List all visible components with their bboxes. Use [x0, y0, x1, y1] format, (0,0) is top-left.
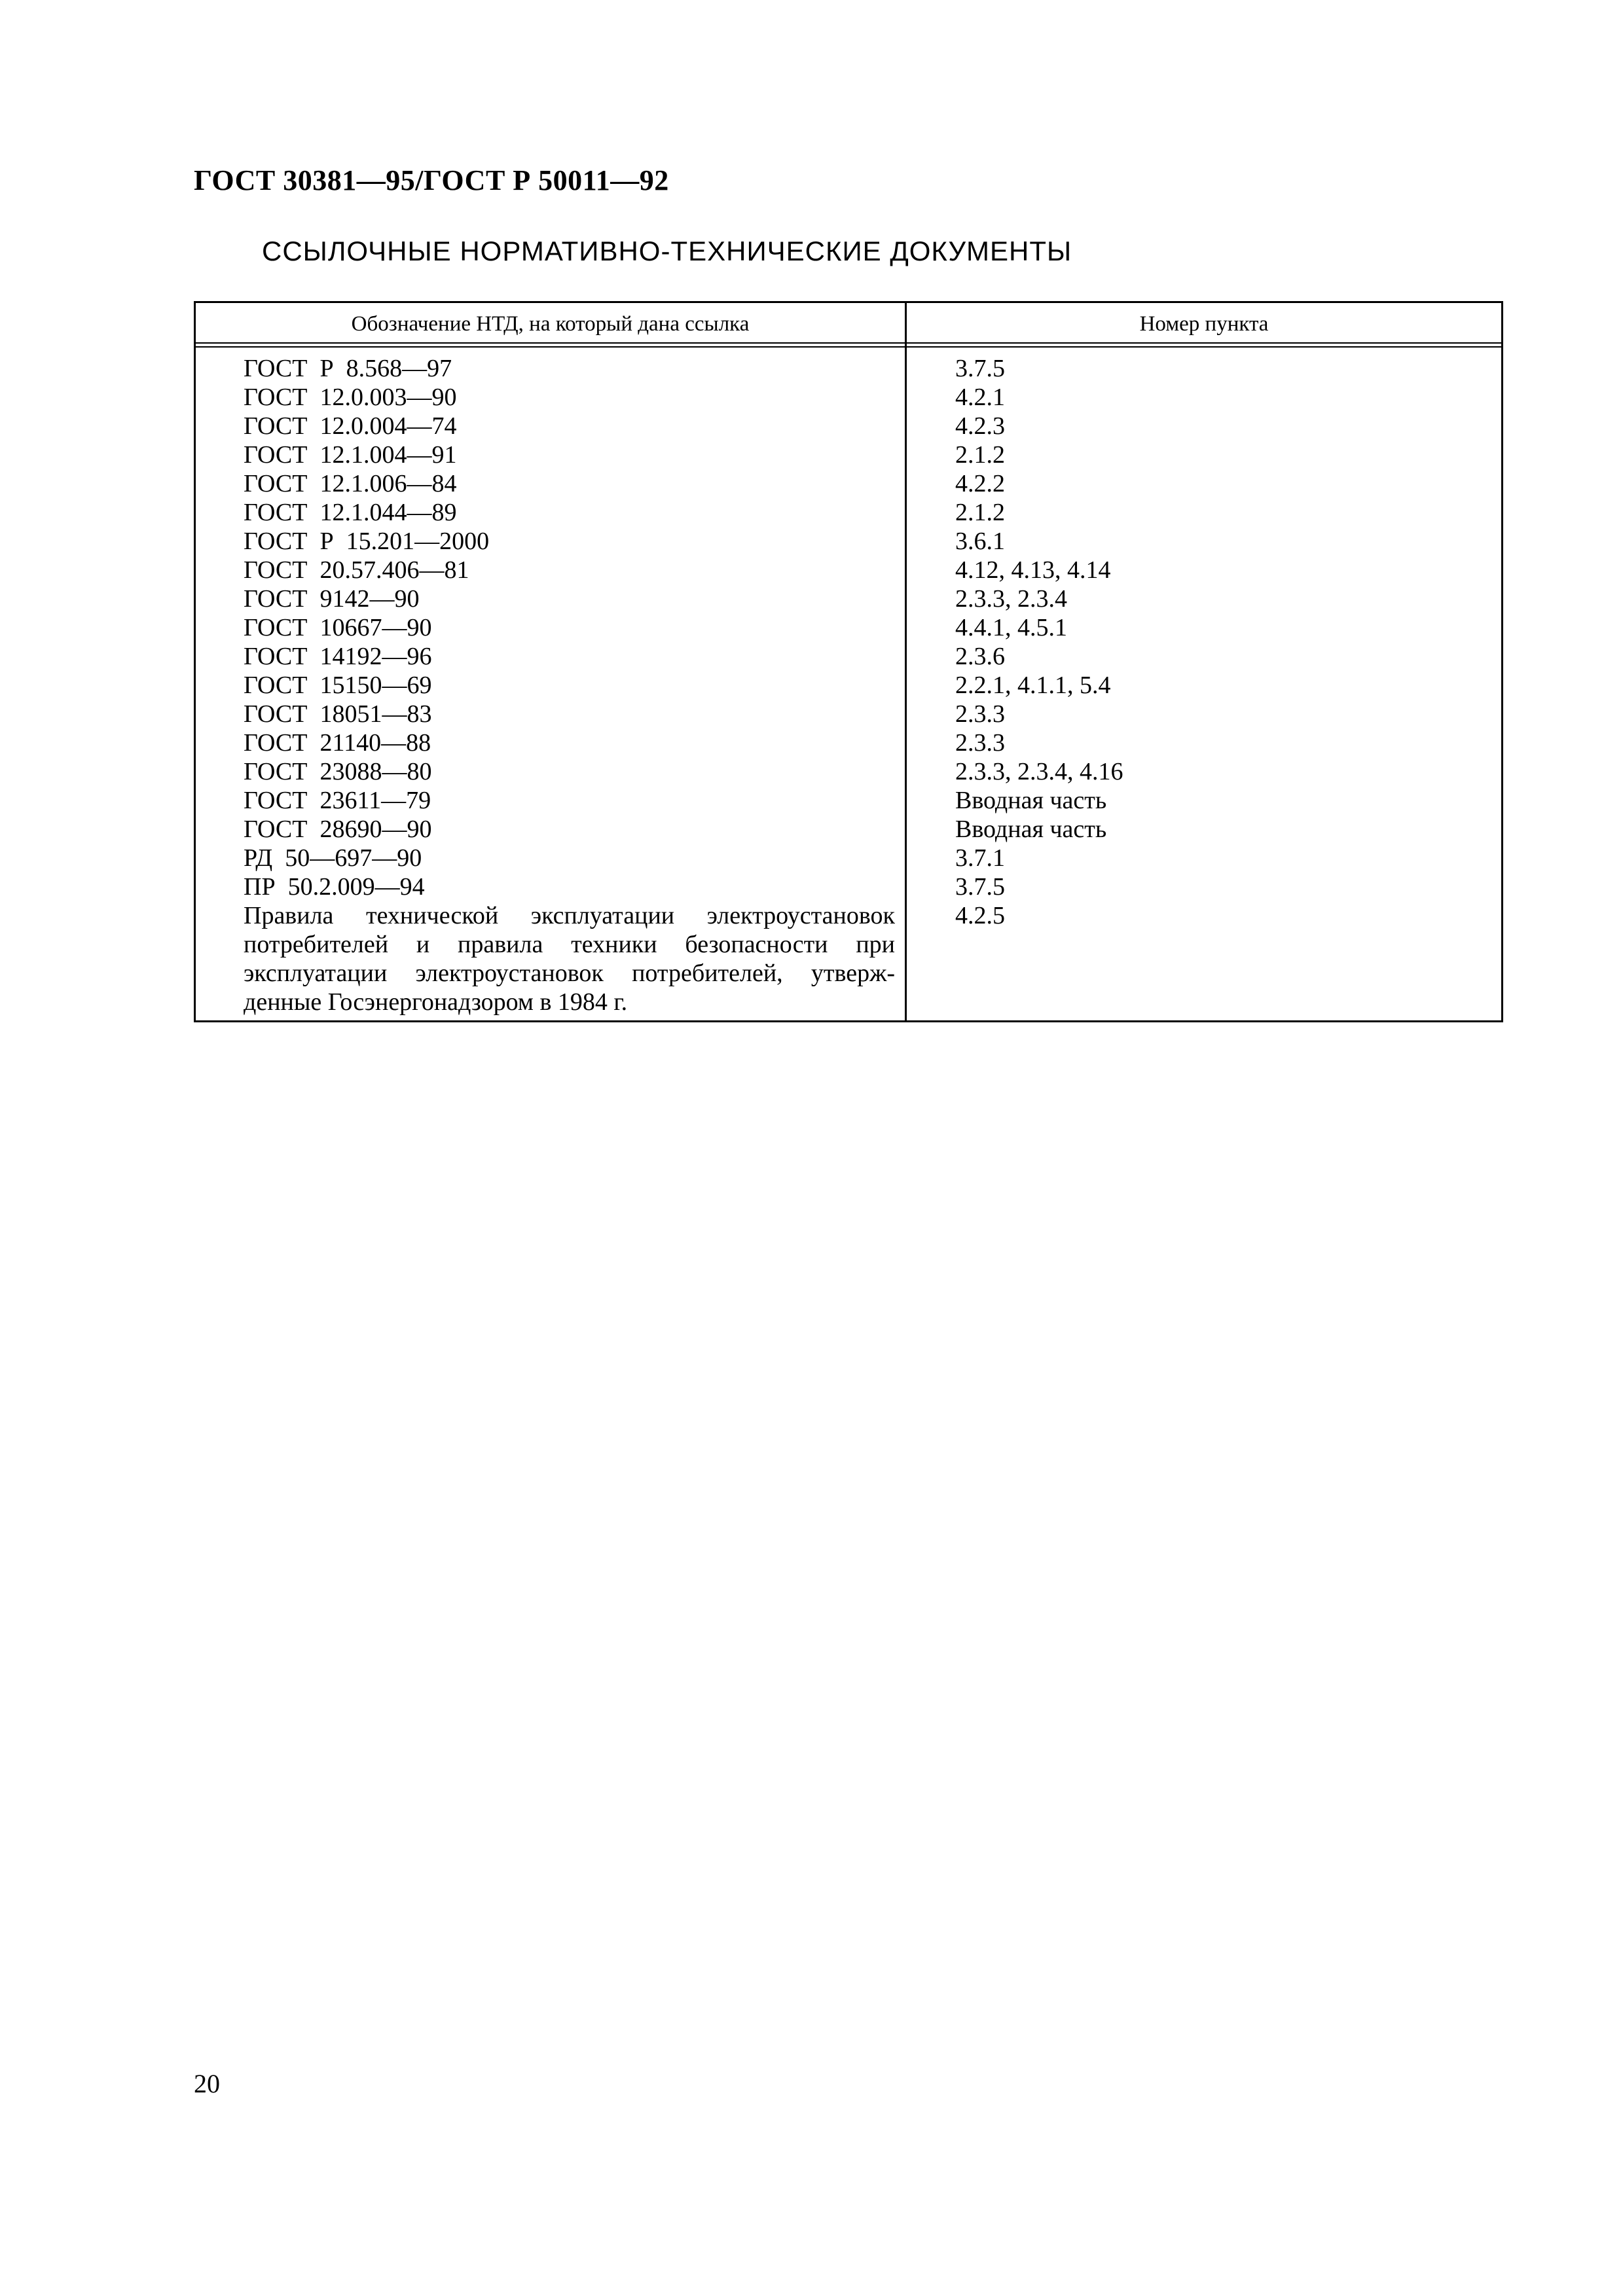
clause-number: Вводная часть	[955, 816, 1107, 843]
table-row	[196, 786, 1501, 815]
clause-number: 4.2.5	[955, 902, 1005, 929]
table-row	[196, 671, 1501, 700]
document-designation: ГОСТ 21140—88	[244, 729, 431, 757]
document-header: ГОСТ 30381—95/ГОСТ Р 50011—92	[194, 164, 669, 196]
table-row	[196, 354, 1501, 383]
table-row	[196, 642, 1501, 671]
column-header-document: Обозначение НТД, на который дана ссылка	[351, 312, 750, 336]
reference-documents-table	[194, 301, 1503, 1022]
table-row	[196, 527, 1501, 556]
clause-number: 4.2.2	[955, 470, 1005, 497]
document-designation: ГОСТ 23088—80	[244, 758, 432, 785]
clause-number: 2.1.2	[955, 499, 1005, 526]
table-row	[196, 872, 1501, 901]
table-row	[196, 815, 1501, 844]
document-designation: ГОСТ Р 15.201—2000	[244, 528, 490, 555]
document-designation: ГОСТ 12.0.003—90	[244, 384, 457, 411]
clause-number: 2.3.3, 2.3.4	[955, 585, 1067, 613]
document-designation: ГОСТ 12.1.004—91	[244, 441, 457, 469]
table-row	[196, 440, 1501, 469]
document-designation: ГОСТ 12.0.004—74	[244, 412, 457, 440]
document-designation: ГОСТ 18051—83	[244, 700, 432, 728]
table-row	[196, 844, 1501, 872]
clause-number: 2.3.3, 2.3.4, 4.16	[955, 758, 1123, 785]
table-row	[196, 700, 1501, 728]
clause-number: Вводная часть	[955, 787, 1107, 814]
document-designation: ГОСТ 14192—96	[244, 643, 432, 670]
table-row	[196, 412, 1501, 440]
clause-number: 3.7.5	[955, 873, 1005, 901]
document-designation: ГОСТ 10667—90	[244, 614, 432, 641]
document-designation: ГОСТ 15150—69	[244, 672, 432, 699]
clause-number: 2.3.3	[955, 700, 1005, 728]
document-designation: ГОСТ 9142—90	[244, 585, 420, 613]
document-designation: ГОСТ 20.57.406—81	[244, 556, 469, 584]
document-designation: ГОСТ 12.1.044—89	[244, 499, 457, 526]
clause-number: 4.12, 4.13, 4.14	[955, 556, 1111, 584]
table-row	[196, 757, 1501, 786]
table-row	[196, 498, 1501, 527]
clause-number: 4.2.1	[955, 384, 1005, 411]
table-row	[196, 901, 1501, 1016]
clause-number: 3.6.1	[955, 528, 1005, 555]
clause-number: 2.3.3	[955, 729, 1005, 757]
document-designation: ГОСТ 28690—90	[244, 816, 432, 843]
table-row	[196, 556, 1501, 584]
document-designation: Правила технической эксплуатации электроустановок потребителей и правила техники безопасности при эксплуатации электроустановок потребителей, утверж-денные Госэнергонадзором в 1984 г.	[244, 902, 895, 1016]
clause-number: 2.2.1, 4.1.1, 5.4	[955, 672, 1111, 699]
document-designation: РД 50—697—90	[244, 844, 422, 872]
table-row	[196, 613, 1501, 642]
clause-number: 4.4.1, 4.5.1	[955, 614, 1067, 641]
table-row	[196, 383, 1501, 412]
section-title: ССЫЛОЧНЫЕ НОРМАТИВНО-ТЕХНИЧЕСКИЕ ДОКУМЕНТЫ	[262, 236, 1072, 266]
clause-number: 3.7.5	[955, 355, 1005, 382]
clause-number: 4.2.3	[955, 412, 1005, 440]
table-row	[196, 584, 1501, 613]
document-designation: ПР 50.2.009—94	[244, 873, 425, 901]
document-designation: ГОСТ 23611—79	[244, 787, 431, 814]
table-row	[196, 728, 1501, 757]
table-row	[196, 469, 1501, 498]
column-header-clause: Номер пункта	[1139, 312, 1269, 336]
table-body	[196, 354, 1501, 1016]
clause-number: 2.1.2	[955, 441, 1005, 469]
header-rule	[196, 342, 1501, 348]
clause-number: 3.7.1	[955, 844, 1005, 872]
document-designation: ГОСТ 12.1.006—84	[244, 470, 457, 497]
clause-number: 2.3.6	[955, 643, 1005, 670]
document-designation: ГОСТ Р 8.568—97	[244, 355, 452, 382]
page-number: 20	[194, 2069, 220, 2098]
